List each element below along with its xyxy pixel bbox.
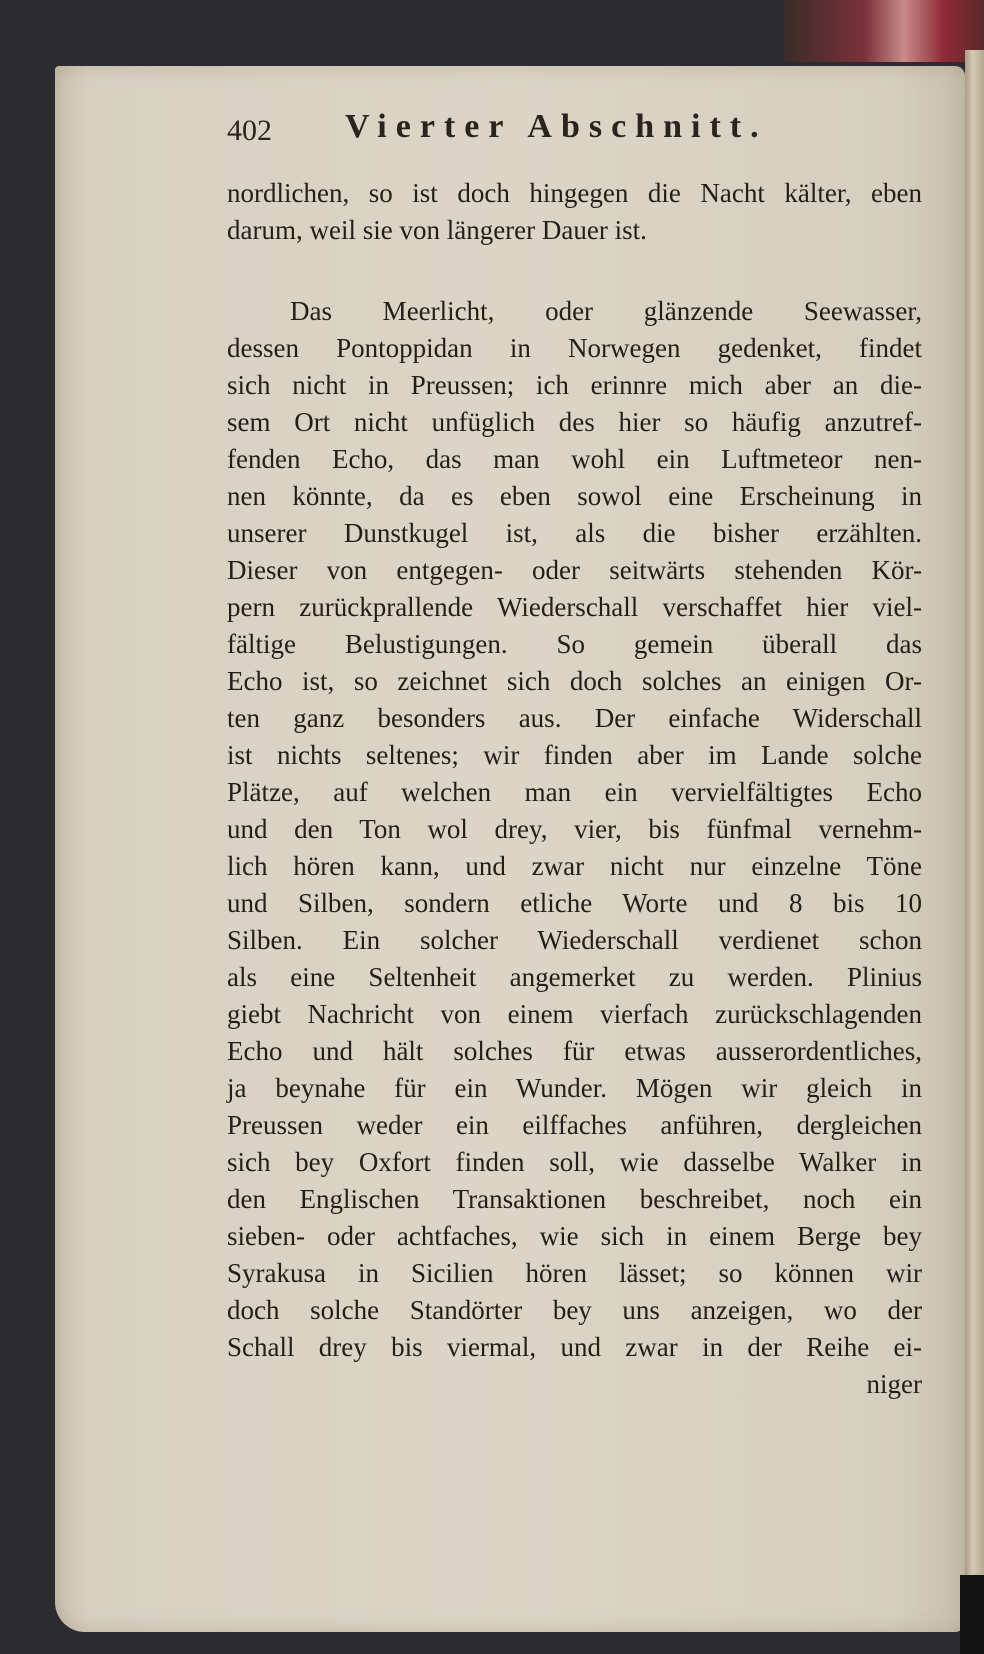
text-line: sich bey Oxfort finden soll, wie dasselbe Walker in bbox=[227, 1147, 922, 1177]
text-line: und den Ton wol drey, vier, bis fünfmal vernehm- bbox=[227, 814, 922, 844]
text-line: als eine Seltenheit angemerket zu werden. Plinius bbox=[227, 962, 922, 992]
book-binding-headband bbox=[784, 0, 984, 62]
background-shadow bbox=[960, 1575, 984, 1654]
text-line: pern zurückprallende Wiederschall verschaffet hier viel- bbox=[227, 592, 922, 622]
text-line: ten ganz besonders aus. Der einfache Widerschall bbox=[227, 703, 922, 733]
page-block-edge bbox=[965, 50, 984, 1590]
page-number: 402 bbox=[227, 114, 272, 147]
text-line: Echo ist, so zeichnet sich doch solches an einigen Or- bbox=[227, 666, 922, 696]
paragraph-gap bbox=[227, 249, 922, 293]
text-line: sieben- oder achtfaches, wie sich in einem Berge bey bbox=[227, 1221, 922, 1251]
text-line: dessen Pontoppidan in Norwegen gedenket, findet bbox=[227, 333, 922, 363]
text-line: doch solche Standörter bey uns anzeigen, wo der bbox=[227, 1295, 922, 1325]
running-title: Vierter Abschnitt. bbox=[345, 108, 768, 145]
text-line: Plätze, auf welchen man ein vervielfältigtes Echo bbox=[227, 777, 922, 807]
text-line: Das Meerlicht, oder glänzende Seewasser, bbox=[290, 296, 922, 326]
text-line: sich nicht in Preussen; ich erinnre mich aber an die- bbox=[227, 370, 922, 400]
text-line: darum, weil sie von längerer Dauer ist. bbox=[227, 215, 647, 245]
paragraph-1 bbox=[227, 175, 922, 249]
page-body bbox=[227, 175, 922, 1403]
text-line: den Englischen Transaktionen beschreibet, noch ein bbox=[227, 1184, 922, 1214]
text-line: sem Ort nicht unfüglich des hier so häufig anzutref- bbox=[227, 407, 922, 437]
text-line: nordlichen, so ist doch hingegen die Nacht kälter, eben bbox=[227, 178, 922, 208]
catchword: niger bbox=[866, 1369, 922, 1399]
text-line: Echo und hält solches für etwas ausserordentliches, bbox=[227, 1036, 922, 1066]
text-line: lich hören kann, und zwar nicht nur einzelne Töne bbox=[227, 851, 922, 881]
text-line: ja beynahe für ein Wunder. Mögen wir gleich in bbox=[227, 1073, 922, 1103]
text-line: giebt Nachricht von einem vierfach zurückschlagenden bbox=[227, 999, 922, 1029]
text-line: unserer Dunstkugel ist, als die bisher erzählten. bbox=[227, 518, 922, 548]
text-line: Silben. Ein solcher Wiederschall verdienet schon bbox=[227, 925, 922, 955]
page-header bbox=[227, 108, 847, 148]
text-line: nen könnte, da es eben sowol eine Erscheinung in bbox=[227, 481, 922, 511]
text-line: Syrakusa in Sicilien hören lässet; so können wir bbox=[227, 1258, 922, 1288]
text-line: ist nichts seltenes; wir finden aber im Lande solche bbox=[227, 740, 922, 770]
text-line: Preussen weder ein eilffaches anführen, dergleichen bbox=[227, 1110, 922, 1140]
text-line: Schall drey bis viermal, und zwar in der Reihe ei- bbox=[227, 1332, 922, 1362]
text-line: fenden Echo, das man wohl ein Luftmeteor nen- bbox=[227, 444, 922, 474]
paragraph-2 bbox=[227, 293, 922, 1366]
text-line: Dieser von entgegen- oder seitwärts stehenden Kör- bbox=[227, 555, 922, 585]
text-line: fältige Belustigungen. So gemein überall das bbox=[227, 629, 922, 659]
text-line: und Silben, sondern etliche Worte und 8 bis 10 bbox=[227, 888, 922, 918]
